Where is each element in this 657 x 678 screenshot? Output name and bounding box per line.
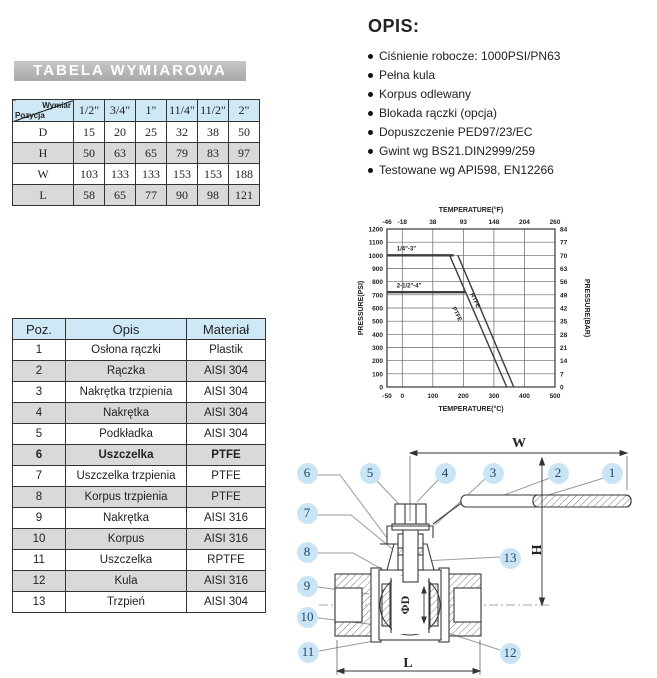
dim-label-d: ΦD <box>398 595 412 615</box>
table-row <box>13 361 266 382</box>
description-item-text: Dopuszczenie PED97/23/EC <box>379 125 533 139</box>
dim-label-w: W <box>512 436 526 451</box>
table-cell: 50 <box>229 122 260 143</box>
table-cell: 121 <box>229 185 260 206</box>
valve-drawing <box>283 428 657 678</box>
series-label: 1/4"-3" <box>396 246 417 253</box>
table-cell: Nakrętka <box>66 508 187 529</box>
table-cell: Uszczelka <box>66 445 187 466</box>
x-tick-label: 0 <box>400 393 405 400</box>
description-item <box>368 68 648 82</box>
right-tick-label: 63 <box>560 266 568 273</box>
corner-cell <box>13 100 74 122</box>
table-row <box>13 403 266 424</box>
table-cell: AISI 304 <box>187 361 266 382</box>
table-row <box>13 550 266 571</box>
description-title: OPIS: <box>368 16 420 36</box>
bullet-icon <box>368 92 373 97</box>
left-axis-title: PRESSURE(PSI) <box>358 280 365 336</box>
table-row <box>13 529 266 550</box>
description-item <box>368 49 648 63</box>
table-cell: PTFE <box>187 466 266 487</box>
table-row <box>13 445 266 466</box>
parts-table <box>12 318 266 613</box>
y-tick-label: 900 <box>372 266 383 273</box>
y-tick-label: 0 <box>379 384 383 392</box>
table-cell: 58 <box>74 185 105 206</box>
callout-balloon-7: 7 <box>297 503 318 524</box>
description-item-text: Testowane wg API598, EN12266 <box>379 163 554 177</box>
table-row <box>13 508 266 529</box>
x-tick-label: 200 <box>457 393 469 400</box>
table-cell: 6 <box>13 445 66 466</box>
right-tick-label: 35 <box>560 318 568 326</box>
table-cell: 63 <box>105 143 136 164</box>
description-list <box>368 49 648 177</box>
table-row <box>13 100 260 122</box>
table-cell: 25 <box>136 122 167 143</box>
table-row <box>13 185 260 206</box>
corner-label-pozycja: Pozycja <box>15 111 45 120</box>
table-cell: Nakrętka <box>66 403 187 424</box>
x-tick-label: -50 <box>382 393 392 400</box>
table-cell: Nakrętka trzpienia <box>66 382 187 403</box>
table-cell: 32 <box>167 122 198 143</box>
table-cell: 15 <box>74 122 105 143</box>
table-row <box>13 382 266 403</box>
column-header: 11/2" <box>198 100 229 122</box>
table-row <box>13 164 260 185</box>
table-cell: 13 <box>13 592 66 613</box>
callout-balloon-3: 3 <box>483 463 504 484</box>
column-header: 11/4" <box>167 100 198 122</box>
callout-balloon-1: 1 <box>602 463 623 484</box>
table-cell: AISI 316 <box>187 571 266 592</box>
bullet-icon <box>368 130 373 135</box>
table-cell: 97 <box>229 143 260 164</box>
table-cell: 90 <box>167 185 198 206</box>
top-tick-label: -18 <box>397 219 407 226</box>
table-cell: 65 <box>136 143 167 164</box>
table-cell: 153 <box>167 164 198 185</box>
table-row <box>13 340 266 361</box>
corner-label-wymiar: Wymiar <box>42 101 71 110</box>
description-item <box>368 163 648 177</box>
description-item <box>368 144 648 158</box>
top-tick-label: 38 <box>429 219 437 226</box>
y-tick-label: 300 <box>372 345 383 352</box>
table-cell: AISI 304 <box>187 592 266 613</box>
column-header: 2" <box>229 100 260 122</box>
table-row <box>13 319 266 340</box>
column-header: 3/4" <box>105 100 136 122</box>
table-cell: 79 <box>167 143 198 164</box>
table-cell: Uszczelka <box>66 550 187 571</box>
table-row <box>13 424 266 445</box>
description-item-text: Ciśnienie robocze: 1000PSI/PN63 <box>379 49 561 63</box>
table-row <box>13 571 266 592</box>
right-tick-label: 7 <box>560 371 564 379</box>
table-cell: 12 <box>13 571 66 592</box>
callout-balloon-9: 9 <box>297 576 318 597</box>
series-label: 2-1/2"-4" <box>396 283 422 290</box>
dim-label-l: L <box>403 656 413 671</box>
description-item-text: Korpus odlewany <box>379 87 472 101</box>
x-tick-label: 400 <box>519 393 530 400</box>
description-item <box>368 125 648 139</box>
x-tick-label: 500 <box>549 393 561 400</box>
right-axis-title: PRESSURE(BAR) <box>583 278 590 338</box>
x-tick-label: 300 <box>488 393 500 400</box>
top-tick-label: 148 <box>488 219 500 226</box>
table-cell: 83 <box>198 143 229 164</box>
top-tick-label: 204 <box>519 219 530 226</box>
table-cell: 188 <box>229 164 260 185</box>
column-header: Materiał <box>187 319 266 340</box>
table-cell: 38 <box>198 122 229 143</box>
table-cell: 7 <box>13 466 66 487</box>
callout-balloon-10: 10 <box>297 607 318 628</box>
y-tick-label: 1000 <box>368 252 383 260</box>
table-cell: Podkładka <box>66 424 187 445</box>
right-tick-label: 70 <box>560 252 568 260</box>
column-header: Opis <box>66 319 187 340</box>
pressure-temperature-chart <box>353 193 657 427</box>
description-item <box>368 87 648 101</box>
table-cell: 65 <box>105 185 136 206</box>
table-cell: 153 <box>198 164 229 185</box>
callout-balloon-5: 5 <box>360 463 381 484</box>
callout-balloon-13: 13 <box>500 548 521 569</box>
description-item <box>368 106 648 120</box>
y-tick-label: 1100 <box>368 239 383 247</box>
table-cell: AISI 304 <box>187 403 266 424</box>
row-label: H <box>13 143 74 164</box>
dimension-table-title: TABELA WYMIAROWA <box>14 61 246 81</box>
table-cell: Trzpień <box>66 592 187 613</box>
table-cell: 3 <box>13 382 66 403</box>
right-tick-label: 49 <box>560 292 568 300</box>
valve-cross-section <box>283 428 657 678</box>
bullet-icon <box>368 168 373 173</box>
table-row <box>13 592 266 613</box>
right-tick-label: 84 <box>560 226 568 234</box>
y-tick-label: 500 <box>372 318 383 326</box>
table-cell: 9 <box>13 508 66 529</box>
right-tick-label: 56 <box>560 279 568 287</box>
bottom-axis-title: TEMPERATURE(°C) <box>438 406 504 413</box>
table-row <box>13 487 266 508</box>
callout-balloon-2: 2 <box>548 463 569 484</box>
description-item-text: Gwint wg BS21.DIN2999/259 <box>379 144 536 158</box>
y-tick-label: 1200 <box>368 226 383 234</box>
table-cell: AISI 304 <box>187 382 266 403</box>
table-cell: 8 <box>13 487 66 508</box>
table-cell: AISI 316 <box>187 508 266 529</box>
callout-balloon-11: 11 <box>298 642 319 663</box>
right-tick-label: 42 <box>560 305 568 313</box>
table-cell: Korpus trzpienia <box>66 487 187 508</box>
table-cell: 133 <box>136 164 167 185</box>
callout-balloon-8: 8 <box>297 542 318 563</box>
series-label: RTFE <box>468 292 481 310</box>
top-axis-title: TEMPERATURE(°F) <box>438 207 504 214</box>
table-row <box>13 122 260 143</box>
table-cell: RPTFE <box>187 550 266 571</box>
stem-assembly <box>387 504 434 582</box>
table-row <box>13 466 266 487</box>
table-cell: AISI 316 <box>187 529 266 550</box>
column-header: Poz. <box>13 319 66 340</box>
dimension-table <box>12 99 260 206</box>
table-cell: 1 <box>13 340 66 361</box>
right-tick-label: 21 <box>560 345 568 352</box>
x-tick-label: 100 <box>427 393 439 400</box>
column-header: 1" <box>136 100 167 122</box>
top-tick-label: -46 <box>382 219 392 226</box>
y-tick-label: 800 <box>372 279 383 287</box>
table-cell: 50 <box>74 143 105 164</box>
callout-balloon-12: 12 <box>500 643 521 664</box>
table-cell: 11 <box>13 550 66 571</box>
y-tick-label: 200 <box>372 358 383 366</box>
table-cell: 5 <box>13 424 66 445</box>
bullet-icon <box>368 111 373 116</box>
table-cell: 10 <box>13 529 66 550</box>
bullet-icon <box>368 73 373 78</box>
dim-label-h: H <box>528 544 543 556</box>
table-cell: Plastik <box>187 340 266 361</box>
table-cell: 98 <box>198 185 229 206</box>
y-tick-label: 700 <box>372 292 383 300</box>
table-cell: PTFE <box>187 445 266 466</box>
row-label: W <box>13 164 74 185</box>
y-tick-label: 600 <box>372 305 383 313</box>
table-cell: 77 <box>136 185 167 206</box>
column-header: 1/2" <box>74 100 105 122</box>
callout-balloon-6: 6 <box>297 463 318 484</box>
right-tick-label: 77 <box>560 239 568 247</box>
bullet-icon <box>368 149 373 154</box>
y-tick-label: 400 <box>372 331 383 339</box>
table-cell: Korpus <box>66 529 187 550</box>
row-label: D <box>13 122 74 143</box>
table-row <box>13 143 260 164</box>
table-cell: Osłona rączki <box>66 340 187 361</box>
table-cell: PTFE <box>187 487 266 508</box>
right-tick-label: 28 <box>560 331 568 339</box>
table-cell: 2 <box>13 361 66 382</box>
right-tick-label: 14 <box>560 358 568 366</box>
row-label: L <box>13 185 74 206</box>
table-cell: 20 <box>105 122 136 143</box>
table-cell: 103 <box>74 164 105 185</box>
series-label: PTFE <box>450 306 463 323</box>
table-cell: Rączka <box>66 361 187 382</box>
table-cell: Kula <box>66 571 187 592</box>
y-tick-label: 100 <box>372 371 383 379</box>
table-cell: Uszczelka trzpienia <box>66 466 187 487</box>
bullet-icon <box>368 54 373 59</box>
table-cell: AISI 304 <box>187 424 266 445</box>
right-tick-label: 0 <box>560 384 564 392</box>
table-cell: 133 <box>105 164 136 185</box>
callout-balloon-4: 4 <box>435 463 456 484</box>
description-item-text: Blokada rączki (opcja) <box>379 106 498 120</box>
top-tick-label: 93 <box>459 219 467 226</box>
table-cell: 4 <box>13 403 66 424</box>
top-tick-label: 260 <box>549 219 561 226</box>
description-item-text: Pełna kula <box>379 68 436 82</box>
description-section <box>368 16 648 182</box>
